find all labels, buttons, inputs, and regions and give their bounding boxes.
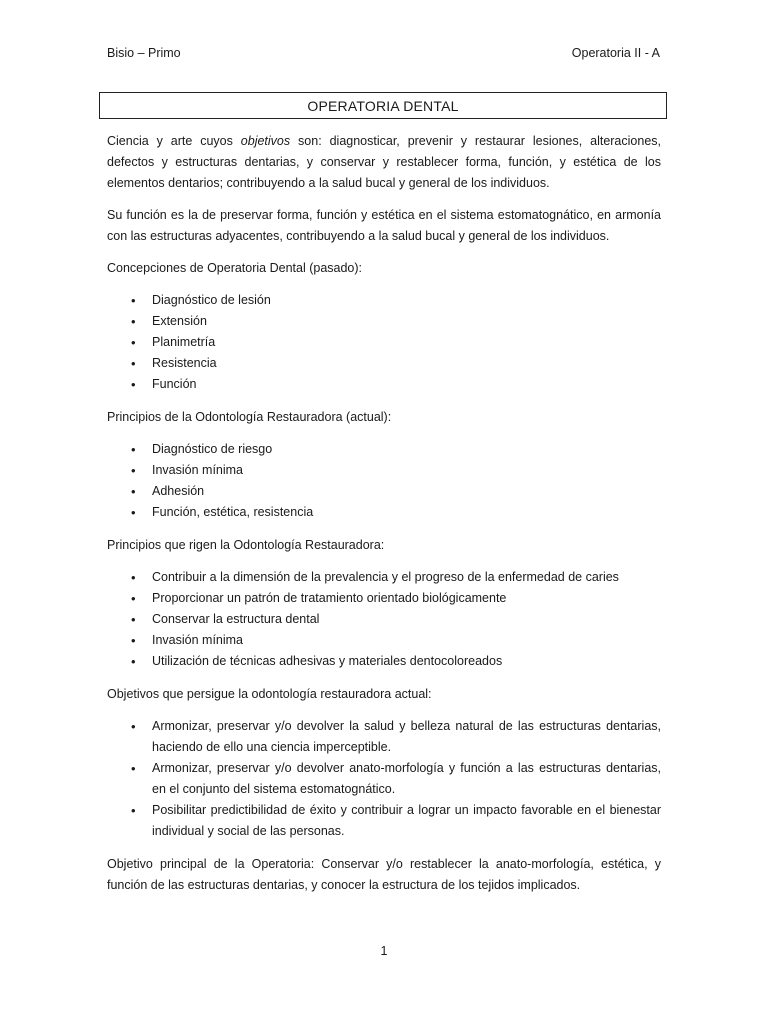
list-item: • Utilización de técnicas adhesivas y materiales dentocoloreados xyxy=(107,651,661,672)
document-body xyxy=(107,131,661,896)
list-item: • Armonizar, preservar y/o devolver la salud y belleza natural de las estructuras dentarias, haciendo de ello una ciencia imperceptible. xyxy=(107,716,661,758)
list-past-concepts xyxy=(107,290,661,395)
section-heading-current: Principios de la Odontología Restauradora (actual): xyxy=(107,410,392,424)
list-item: • Posibilitar predictibilidad de éxito y contribuir a lograr un impacto favorable en el bienestar individual y social de las personas. xyxy=(107,800,661,842)
list-item: • Armonizar, preservar y/o devolver anato-morfología y función a las estructuras dentarias, en el conjunto del sistema estomatognático. xyxy=(107,758,661,800)
list-item: • Función, estética, resistencia xyxy=(107,502,661,523)
list-item: • Proporcionar un patrón de tratamiento orientado biológicamente xyxy=(107,588,661,609)
intro-paragraph-2: Su función es la de preservar forma, función y estética en el sistema estomatognático, en armonía con las estructuras adyacentes, contribuyendo a la salud bucal y general de los individuos. xyxy=(107,208,661,243)
document-title: OPERATORIA DENTAL xyxy=(307,97,459,114)
page-header xyxy=(107,46,660,64)
closing-paragraph: Objetivo principal de la Operatoria: Conservar y/o restablecer la anato-morfología, estética, y función de las estructuras dentarias, y conocer la estructura de los tejidos implicados. xyxy=(107,857,661,892)
list-item: • Diagnóstico de riesgo xyxy=(107,439,661,460)
list-item: • Adhesión xyxy=(107,481,661,502)
intro-text-after: son: diagnosticar, prevenir y restaurar lesiones, alteraciones, defectos y estructuras dentarias, y conservar y restablecer forma, función, y estética de los elementos dentarios; contribuyendo a la salud bucal y general de los individuos. xyxy=(107,134,661,190)
document-title-box xyxy=(99,92,667,119)
list-current-principles xyxy=(107,439,661,523)
list-item: • Invasión mínima xyxy=(107,460,661,481)
list-item: • Resistencia xyxy=(107,353,661,374)
list-item: • Invasión mínima xyxy=(107,630,661,651)
list-item: • Contribuir a la dimensión de la prevalencia y el progreso de la enfermedad de caries xyxy=(107,567,661,588)
page-number: 1 xyxy=(380,944,388,958)
list-item: • Conservar la estructura dental xyxy=(107,609,661,630)
header-course: Operatoria II - A xyxy=(571,46,660,60)
section-heading-past: Concepciones de Operatoria Dental (pasado): xyxy=(107,261,363,275)
section-heading-governing: Principios que rigen la Odontología Restauradora: xyxy=(107,538,385,552)
intro-text-before: Ciencia y arte cuyos xyxy=(107,134,241,148)
list-objectives xyxy=(107,716,661,842)
list-item: • Función xyxy=(107,374,661,395)
section-heading-objectives: Objetivos que persigue la odontología restauradora actual: xyxy=(107,687,432,701)
header-authors: Bisio – Primo xyxy=(107,46,181,60)
list-item: • Planimetría xyxy=(107,332,661,353)
list-item: • Extensión xyxy=(107,311,661,332)
intro-emphasis: objetivos xyxy=(240,134,291,148)
list-item: • Diagnóstico de lesión xyxy=(107,290,661,311)
list-governing-principles xyxy=(107,567,661,672)
intro-paragraph-1 xyxy=(107,131,661,194)
